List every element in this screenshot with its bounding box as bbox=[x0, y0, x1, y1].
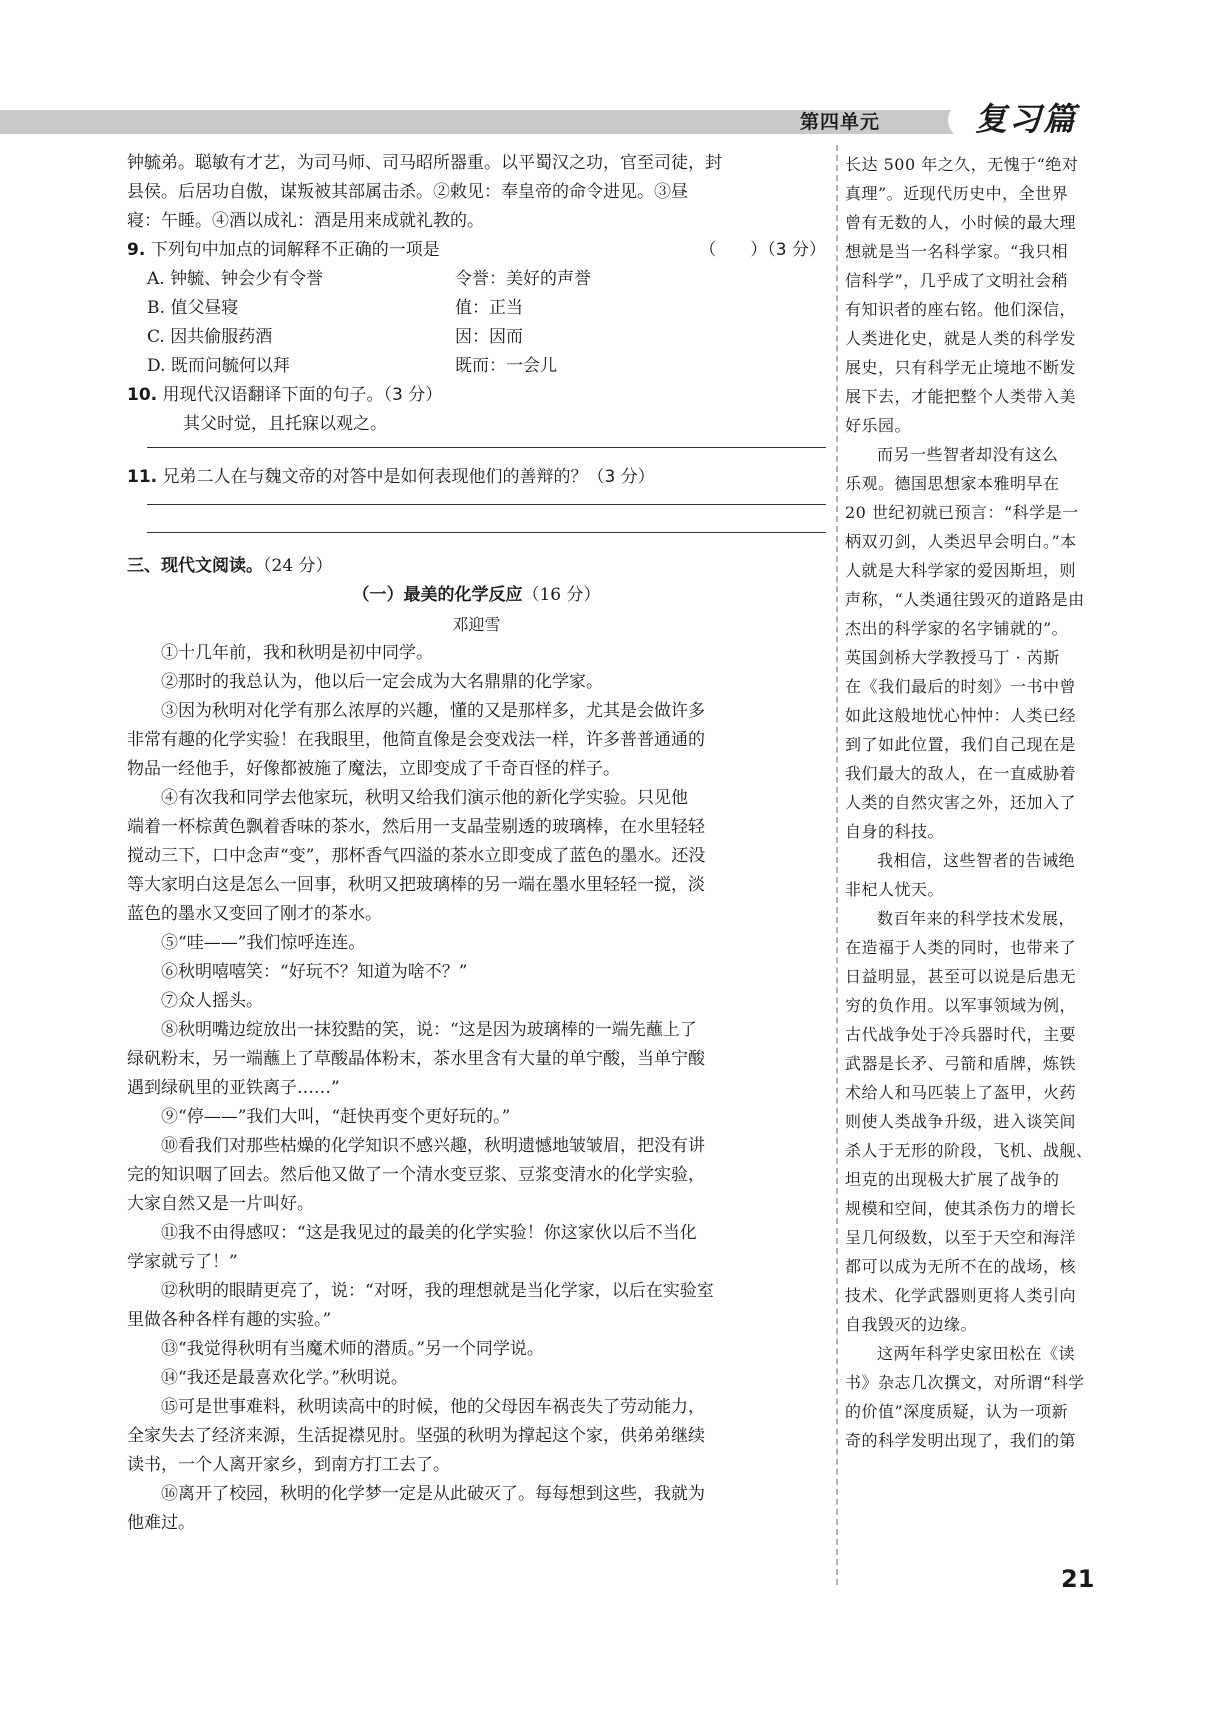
article-line: ⑭“我还是最喜欢化学。”秋明说。 bbox=[161, 1368, 408, 1388]
essay-line: 书》杂志几次撰文，对所谓“科学 bbox=[845, 1373, 1085, 1392]
left-column bbox=[127, 149, 826, 1538]
option-text: A. 钟毓、钟会少有 bbox=[147, 269, 290, 289]
option-a bbox=[127, 265, 826, 294]
article-line: 全家失去了经济来源，生活捉襟见肘。坚强的秋明为撑起这个家，供弟弟继续 bbox=[127, 1426, 705, 1446]
essay-line: 的价值”深度质疑，认为一项新 bbox=[845, 1402, 1069, 1421]
essay-line: 好乐园。 bbox=[845, 416, 912, 435]
article-body bbox=[127, 639, 826, 1538]
essay-line: 真理”。近现代历史中，全世界 bbox=[845, 184, 1069, 203]
article-line: ④有次我和同学去他家玩，秋明又给我们演示他的新化学实验。只见他 bbox=[161, 788, 688, 808]
essay-line: 我相信，这些智者的告诫绝 bbox=[877, 851, 1076, 870]
column-divider bbox=[836, 145, 838, 1585]
article-line: 非常有趣的化学实验！在我眼里，他简直像是会变戏法一样，许多普普通通的 bbox=[127, 730, 705, 750]
essay-line: 坦克的出现极大扩展了战争的 bbox=[845, 1170, 1060, 1189]
essay-line: 在造福于人类的同时，也带来了 bbox=[845, 938, 1077, 957]
dotted-char: 因 bbox=[170, 327, 188, 347]
essay-line: 自我毁灭的边缘。 bbox=[845, 1315, 978, 1334]
essay-line: 20 世纪初就已预言：“科学是一 bbox=[845, 503, 1079, 522]
article-line: ⑦众人摇头。 bbox=[161, 991, 263, 1011]
article-line: ⑧秋明嘴边绽放出一抹狡黠的笑，说：“这是因为玻璃棒的一端先蘸上了 bbox=[161, 1020, 697, 1040]
page-number: 21 bbox=[1061, 1565, 1095, 1593]
article-line: 物品一经他手，好像都被施了魔法，立即变成了千奇百怪的样子。 bbox=[127, 759, 620, 779]
essay-line: 人就是大科学家的爱因斯坦，则 bbox=[845, 561, 1077, 580]
essay-line: 到了如此位置，我们自己现在是 bbox=[845, 735, 1077, 754]
option-gloss: 因：因而 bbox=[455, 327, 523, 347]
question-11 bbox=[127, 463, 826, 492]
essay-line: 武器是长矛、弓箭和盾牌，炼铁 bbox=[845, 1054, 1077, 1073]
essay-line: 如此这般地忧心忡忡：人类已经 bbox=[845, 706, 1077, 725]
essay-line: 日益明显，甚至可以说是后患无 bbox=[845, 967, 1077, 986]
article-line: ⑮可是世事难料，秋明读高中的时候，他的父母因车祸丧失了劳动能力， bbox=[161, 1397, 705, 1417]
question-10 bbox=[127, 381, 826, 410]
question-number: 9. bbox=[127, 240, 146, 260]
article-line: 他难过。 bbox=[127, 1513, 195, 1533]
essay-line: 想就是当一名科学家。“我只相 bbox=[845, 242, 1069, 261]
essay-line: 而另一些智者却没有这么 bbox=[877, 445, 1059, 464]
article-title: （一）最美的化学反应 bbox=[352, 585, 523, 605]
carry-over-line: 县侯。后居功自傲，谋叛被其部属击杀。②敕见：奉皇帝的命令进见。③昼 bbox=[127, 182, 688, 202]
essay-line: 这两年科学史家田松在《读 bbox=[877, 1344, 1076, 1363]
article-line: 大家自然又是一片叫好。 bbox=[127, 1194, 314, 1214]
dotted-char: 令 bbox=[289, 269, 307, 289]
article-line: 读书，一个人离开家乡，到南方打工去了。 bbox=[127, 1455, 450, 1475]
carry-over-line: 寝：午睡。④酒以成礼：酒是用来成就礼教的。 bbox=[127, 211, 484, 231]
article-line: ⑯离开了校园，秋明的化学梦一定是从此破灭了。每每想到这些，我就为 bbox=[161, 1484, 705, 1504]
article-line: ①十几年前，我和秋明是初中同学。 bbox=[161, 643, 433, 663]
question-number: 10. bbox=[127, 385, 158, 405]
essay-line: 人类进化史，就是人类的科学发 bbox=[845, 329, 1077, 348]
option-c bbox=[127, 323, 826, 352]
carry-over-line: 钟毓弟。聪敏有才艺，为司马师、司马昭所器重。以平蜀汉之功，官至司徒，封 bbox=[127, 153, 722, 173]
option-text: C. bbox=[147, 327, 171, 347]
answer-line[interactable] bbox=[147, 532, 826, 533]
option-text: B. bbox=[147, 298, 171, 318]
dotted-char: 誉 bbox=[306, 269, 324, 289]
article-line: 完的知识咽了回去。然后他又做了一个清水变豆浆、豆浆变清水的化学实验， bbox=[127, 1165, 705, 1185]
article-author: 邓迎雪 bbox=[452, 615, 501, 634]
essay-line: 非杞人忧天。 bbox=[845, 880, 945, 899]
dotted-char: 既 bbox=[170, 356, 188, 376]
article-line: 搅动三下，口中念声“变”，那杯香气四溢的茶水立即变成了蓝色的墨水。还没 bbox=[127, 846, 706, 866]
question-text: 兄弟二人在与魏文帝的对答中是如何表现他们的善辩的？（3 分） bbox=[162, 467, 655, 487]
answer-line[interactable] bbox=[147, 504, 826, 505]
essay-line: 柄双刃剑，人类迟早会明白。”本 bbox=[845, 532, 1077, 551]
essay-line: 自身的科技。 bbox=[845, 822, 945, 841]
option-b bbox=[127, 294, 826, 323]
question-number: 11. bbox=[127, 467, 158, 487]
article-line: 绿矾粉末，另一端蘸上了草酸晶体粉末，茶水里含有大量的单宁酸，当单宁酸 bbox=[127, 1049, 705, 1069]
question-text: 下列句中加点的词解释不正确的一项是 bbox=[150, 240, 440, 260]
essay-line: 展下去，才能把整个人类带入美 bbox=[845, 387, 1077, 406]
option-text: 共偷服药酒 bbox=[187, 327, 273, 347]
right-column bbox=[845, 150, 1100, 1455]
essay-line: 在《我们最后的时刻》一书中曾 bbox=[845, 677, 1077, 696]
essay-line: 信科学”，几乎成了文明社会稍 bbox=[845, 271, 1069, 290]
option-text: 父昼寝 bbox=[187, 298, 239, 318]
essay-line: 声称，“人类通往毁灭的道路是由 bbox=[845, 590, 1085, 609]
option-gloss: 令誉：美好的声誉 bbox=[455, 269, 591, 289]
section-points: （24 分） bbox=[263, 556, 333, 576]
article-line: 遇到绿矾里的亚铁离子……” bbox=[127, 1078, 340, 1098]
section-title: 三、现代文阅读。 bbox=[127, 556, 263, 576]
essay-line: 展史，只有科学无止境地不断发 bbox=[845, 358, 1077, 377]
header-band bbox=[0, 110, 1100, 134]
essay-line: 穷的负作用。以军事领域为例， bbox=[845, 996, 1077, 1015]
essay-line: 英国剑桥大学教授马丁 · 芮斯 bbox=[845, 648, 1060, 667]
option-gloss: 值：正当 bbox=[455, 298, 523, 318]
article-line: ⑨“停——”我们大叫，“赶快再变个更好玩的。” bbox=[161, 1107, 511, 1127]
essay-line: 呈几何级数，以至于天空和海洋 bbox=[845, 1228, 1077, 1247]
article-line: ⑬“我觉得秋明有当魔术师的潜质。”另一个同学说。 bbox=[161, 1339, 544, 1359]
question-text: 用现代汉语翻译下面的句子。（3 分） bbox=[162, 385, 443, 405]
unit-label: 第四单元 bbox=[800, 111, 881, 133]
article-line: 里做各种各样有趣的实验。” bbox=[127, 1310, 332, 1330]
essay-line: 术给人和马匹装上了盔甲，火药 bbox=[845, 1083, 1077, 1102]
essay-line: 则使人类战争升级，进入谈笑间 bbox=[845, 1112, 1077, 1131]
essay-line: 人类的自然灾害之外，还加入了 bbox=[845, 793, 1077, 812]
article-title-line bbox=[127, 581, 826, 610]
essay-line: 曾有无数的人，小时候的最大理 bbox=[845, 213, 1077, 232]
article-line: ⑪我不由得感叹：“这是我见过的最美的化学实验！你这家伙以后不当化 bbox=[161, 1223, 697, 1243]
essay-line: 杰出的科学家的名字铺就的”。 bbox=[845, 619, 1069, 638]
article-line: ⑫秋明的眼睛更亮了，说：“对呀，我的理想就是当化学家，以后在实验室 bbox=[161, 1281, 714, 1301]
article-line: ②那时的我总认为，他以后一定会成为大名鼎鼎的化学家。 bbox=[161, 672, 603, 692]
essay-line: 奇的科学发明出现了，我们的第 bbox=[845, 1431, 1077, 1450]
essay-line: 古代战争处于冷兵器时代，主要 bbox=[845, 1025, 1077, 1044]
dotted-char: 而 bbox=[187, 356, 205, 376]
essay-line: 技术、化学武器则更将人类引向 bbox=[845, 1286, 1077, 1305]
article-line: ⑤“哇——”我们惊呼连连。 bbox=[161, 933, 366, 953]
article-line: 学家就亏了！” bbox=[127, 1252, 238, 1272]
section-heading bbox=[127, 552, 826, 581]
option-text: D. bbox=[147, 356, 171, 376]
essay-line: 杀人于无形的阶段，飞机、战舰、 bbox=[845, 1141, 1093, 1160]
answer-line[interactable] bbox=[147, 447, 826, 448]
article-line: 端着一杯棕黄色飘着香味的茶水，然后用一支晶莹剔透的玻璃棒，在水里轻轻 bbox=[127, 817, 705, 837]
article-points: （16 分） bbox=[522, 585, 601, 605]
article-line: ⑩看我们对那些枯燥的化学知识不感兴趣，秋明遗憾地皱皱眉，把没有讲 bbox=[161, 1136, 705, 1156]
essay-line: 规模和空间，使其杀伤力的增长 bbox=[845, 1199, 1077, 1218]
question-9 bbox=[127, 236, 826, 265]
article-line: 蓝色的墨水又变回了刚才的茶水。 bbox=[127, 904, 382, 924]
dotted-char: 值 bbox=[170, 298, 188, 318]
option-gloss: 既而：一会儿 bbox=[455, 356, 557, 376]
answer-bracket: （ ）（3 分） bbox=[699, 240, 826, 260]
essay-line: 都可以成为无所不在的战场，核 bbox=[845, 1257, 1077, 1276]
brand-title: 复习篇 bbox=[975, 100, 1078, 138]
option-d bbox=[127, 352, 826, 381]
translate-sentence: 其父时觉，且托寐以观之。 bbox=[183, 414, 387, 434]
essay-line: 长达 500 年之久，无愧于“绝对 bbox=[845, 155, 1079, 174]
essay-line: 有知识者的座右铭。他们深信， bbox=[845, 300, 1077, 319]
article-line: 等大家明白这是怎么一回事，秋明又把玻璃棒的另一端在墨水里轻轻一搅，淡 bbox=[127, 875, 705, 895]
option-text: 问毓何以拜 bbox=[204, 356, 290, 376]
article-line: ⑥秋明嘻嘻笑：“好玩不？知道为啥不？” bbox=[161, 962, 468, 982]
article-line: ③因为秋明对化学有那么浓厚的兴趣，懂的又是那样多，尤其是会做许多 bbox=[161, 701, 705, 721]
essay-line: 乐观。德国思想家本雅明早在 bbox=[845, 474, 1060, 493]
essay-line: 数百年来的科学技术发展， bbox=[877, 909, 1076, 928]
essay-line: 我们最大的敌人，在一直威胁着 bbox=[845, 764, 1077, 783]
